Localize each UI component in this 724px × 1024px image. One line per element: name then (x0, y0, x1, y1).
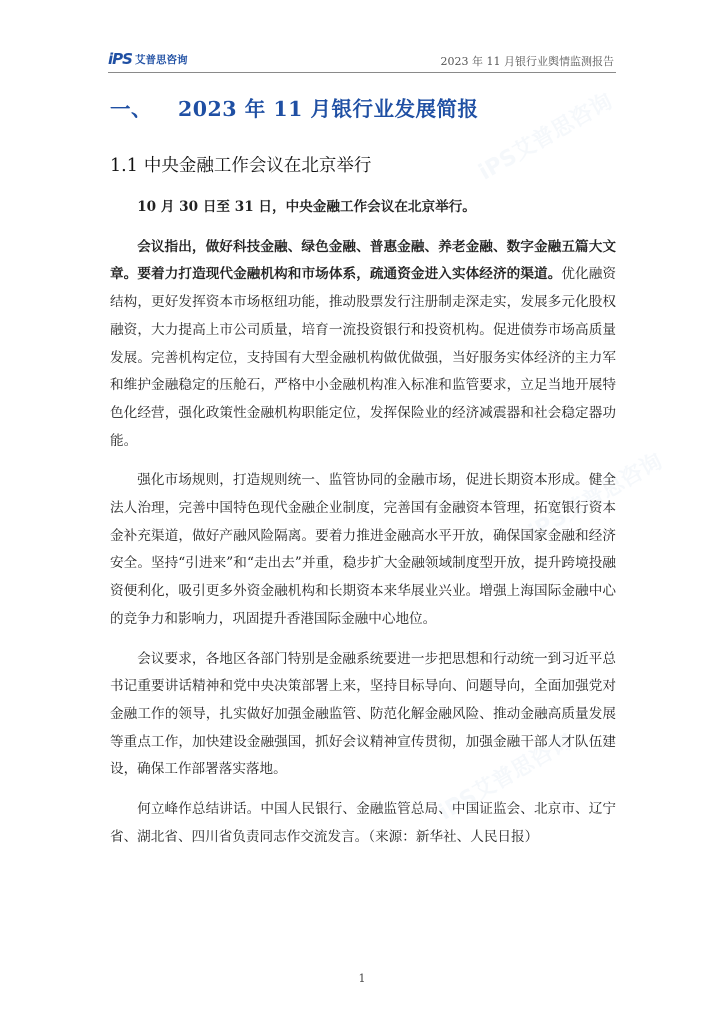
subsection-number: 1.1 (110, 156, 138, 176)
paragraph-2-bold: 会议指出，做好科技金融、绿色金融、普惠金融、养老金融、数字金融五篇大文章。要着力打造现代金融机构和市场体系，疏通资金进入实体经济的渠道。 (110, 238, 616, 283)
paragraph-2 (110, 234, 616, 456)
section-heading (110, 92, 479, 122)
logo-mark: iPS (108, 50, 132, 68)
subsection-heading (110, 152, 371, 177)
company-logo (108, 50, 187, 68)
section-number: 一、 (110, 97, 152, 121)
paragraph-1 (110, 194, 616, 222)
paragraph-3: 强化市场规则，打造规则统一、监管协同的金融市场，促进长期资本形成。健全法人治理，完善中国特色现代金融企业制度，完善国有金融资本管理，拓宽银行资本金补充渠道，做好产融风险隔离。要着力推进金融高水平开放，确保国家金融和经济安全。坚持“引进来”和“走出去”并重，稳步扩大金融领域制度型开放，提升跨境投融资便利化，吸引更多外资金融机构和长期资本来华展业兴业。增强上海国际金融中心的竞争力和影响力，巩固提升香港国际金融中心地位。 (110, 472, 616, 627)
page-number: 1 (358, 972, 366, 985)
paragraph-5: 何立峰作总结讲话。中国人民银行、金融监管总局、中国证监会、北京市、辽宁省、湖北省、四川省负责同志作交流发言。（来源：新华社、人民日报） (110, 801, 616, 845)
logo-text: 艾普思咨询 (134, 53, 188, 66)
article-body (110, 194, 616, 863)
paragraph-2-text: 优化融资结构，更好发挥资本市场枢纽功能，推动股票发行注册制走深走实，发展多元化股权融资，大力提高上市公司质量，培育一流投资银行和投资机构。促进债券市场高质量发展。完善机构定位，支持国有大型金融机构做优做强，当好服务实体经济的主力军和维护金融稳定的压舱石，严格中小金融机构准入标准和监管要求，立足当地开展特色化经营，强化政策性金融机构职能定位，发挥保险业的经济减震器和社会稳定器功能。 (110, 266, 617, 449)
paragraph-1-bold: 10 月 30 日至 31 日，中央金融工作会议在北京举行。 (137, 199, 476, 215)
paragraph-4: 会议要求，各地区各部门特别是金融系统要进一步把思想和行动统一到习近平总书记重要讲话精神和党中央决策部署上来，坚持目标导向、问题导向，全面加强党对金融工作的领导，扎实做好加强金融监管、防范化解金融风险、推动金融高质量发展等重点工作，加快建设金融强国，抓好会议精神宣传贯彻，加强金融干部人才队伍建设，确保工作部署落实落地。 (110, 650, 616, 778)
report-title: 2023 年 11 月银行业舆情监测报告 (440, 55, 614, 68)
section-title: 2023 年 11 月银行业发展简报 (178, 97, 479, 121)
page-header (108, 44, 616, 73)
subsection-title: 中央金融工作会议在北京举行 (143, 156, 372, 176)
